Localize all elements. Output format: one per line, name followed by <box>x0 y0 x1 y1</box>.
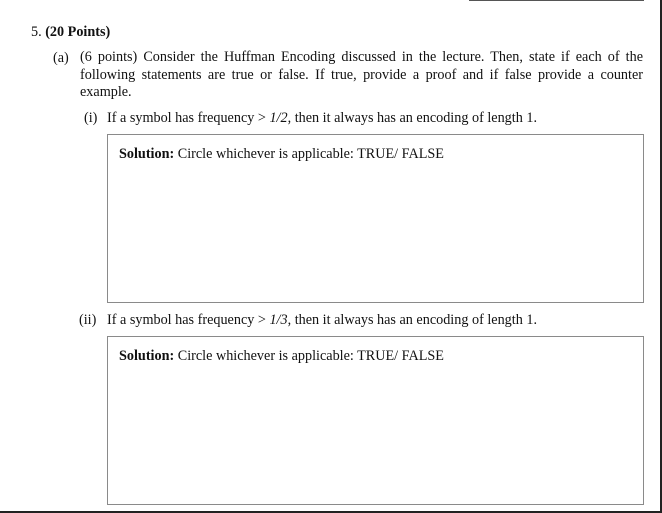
solution-box-i[interactable] <box>107 134 644 303</box>
part-a-text: (6 points) Consider the Huffman Encoding discussed in the lecture. Then, state if each of the following statements are true or false. If true, provide a proof and if false provide a counter example. <box>80 49 643 100</box>
item-ii-value: 1/3 <box>269 312 288 328</box>
item-ii-operator: > <box>257 312 266 328</box>
solution-line-ii <box>119 347 444 365</box>
item-i-value: 1/2 <box>269 110 288 126</box>
item-i-statement <box>107 109 537 127</box>
item-ii-text-after: , then it always has an encoding of length 1. <box>287 312 537 328</box>
solution-text-i: Circle whichever is applicable: TRUE/ FALSE <box>177 146 444 162</box>
question-header <box>31 23 110 41</box>
solution-box-ii[interactable] <box>107 336 644 505</box>
part-a-label: (a) <box>53 50 69 66</box>
solution-line-i <box>119 145 444 163</box>
solution-label-ii: Solution: <box>119 348 175 364</box>
question-points: (20 Points) <box>45 24 111 40</box>
top-rule <box>469 0 644 1</box>
item-i-label: (i) <box>84 110 98 126</box>
item-i-operator: > <box>257 110 266 126</box>
item-ii-text-before: If a symbol has frequency <box>107 312 258 328</box>
item-i-text-after: , then it always has an encoding of length 1. <box>287 110 537 126</box>
item-ii-label: (ii) <box>79 312 97 328</box>
item-i-text-before: If a symbol has frequency <box>107 110 258 126</box>
item-ii-statement <box>107 311 537 329</box>
question-number: 5. <box>31 24 42 40</box>
solution-label-i: Solution: <box>119 146 175 162</box>
solution-text-ii: Circle whichever is applicable: TRUE/ FALSE <box>177 348 444 364</box>
